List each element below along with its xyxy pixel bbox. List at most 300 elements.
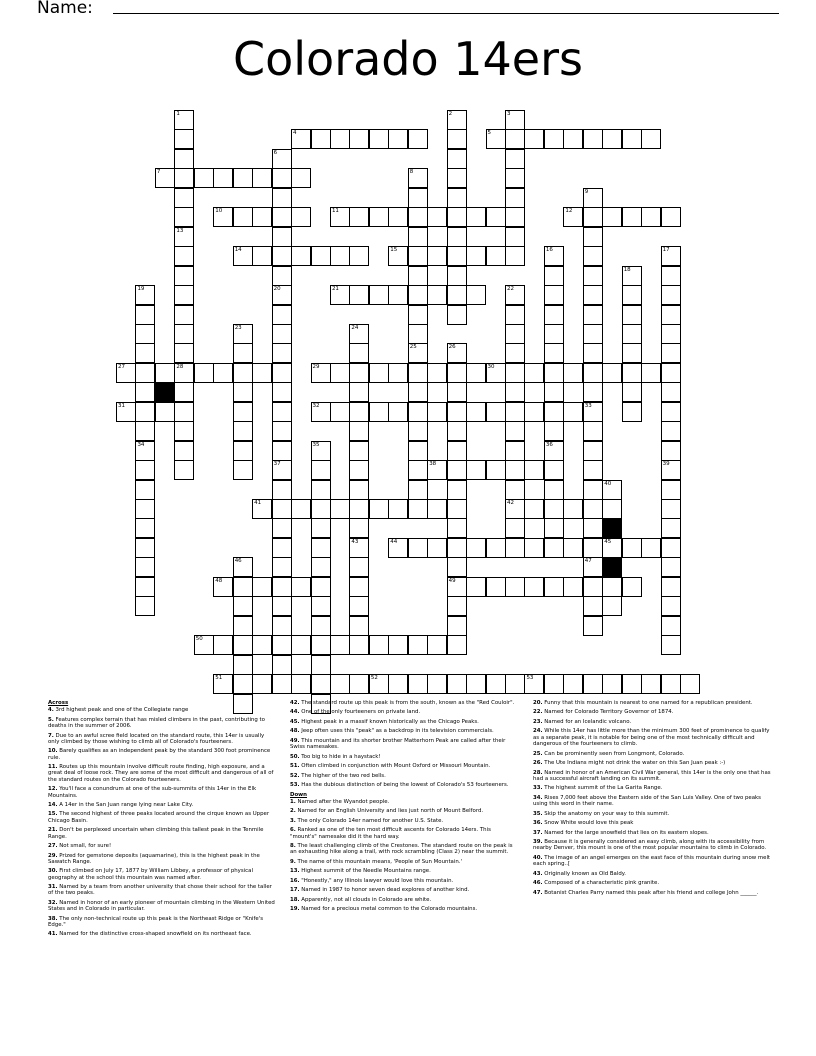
grid-cell[interactable] [408, 538, 428, 558]
grid-cell[interactable] [408, 363, 428, 383]
grid-cell[interactable] [661, 480, 681, 500]
grid-cell[interactable] [505, 227, 525, 247]
grid-cell[interactable] [583, 363, 603, 383]
grid-cell[interactable] [505, 285, 525, 305]
grid-cell[interactable] [213, 168, 233, 188]
grid-cell[interactable] [272, 577, 292, 597]
grid-cell[interactable] [135, 577, 155, 597]
grid-cell[interactable] [174, 149, 194, 169]
grid-cell[interactable] [544, 402, 564, 422]
grid-cell[interactable] [641, 207, 661, 227]
grid-cell[interactable] [272, 616, 292, 636]
grid-cell[interactable] [349, 577, 369, 597]
grid-cell[interactable] [174, 110, 194, 130]
grid-cell[interactable] [602, 538, 622, 558]
grid-cell[interactable] [233, 596, 253, 616]
grid-cell[interactable] [447, 207, 467, 227]
grid-cell[interactable] [544, 577, 564, 597]
grid-cell[interactable] [563, 674, 583, 694]
grid-cell[interactable] [233, 207, 253, 227]
grid-cell[interactable] [583, 402, 603, 422]
grid-cell[interactable] [447, 441, 467, 461]
grid-cell[interactable] [524, 499, 544, 519]
grid-cell[interactable] [252, 577, 272, 597]
grid-cell[interactable] [174, 382, 194, 402]
grid-cell[interactable] [641, 674, 661, 694]
grid-cell[interactable] [311, 577, 331, 597]
grid-cell[interactable] [622, 285, 642, 305]
grid-cell[interactable] [447, 402, 467, 422]
grid-cell[interactable] [174, 441, 194, 461]
grid-cell[interactable] [388, 129, 408, 149]
grid-cell[interactable] [544, 382, 564, 402]
grid-cell[interactable] [174, 324, 194, 344]
grid-cell[interactable] [252, 207, 272, 227]
grid-cell[interactable] [311, 655, 331, 675]
grid-cell[interactable] [272, 324, 292, 344]
grid-cell[interactable] [486, 363, 506, 383]
grid-cell[interactable] [661, 577, 681, 597]
grid-cell[interactable] [505, 246, 525, 266]
grid-cell[interactable] [272, 655, 292, 675]
grid-cell[interactable] [466, 402, 486, 422]
grid-cell[interactable] [233, 674, 253, 694]
grid-cell[interactable] [311, 596, 331, 616]
grid-cell[interactable] [135, 441, 155, 461]
grid-cell[interactable] [544, 363, 564, 383]
grid-cell[interactable] [349, 596, 369, 616]
grid-cell[interactable] [447, 168, 467, 188]
grid-cell[interactable] [622, 402, 642, 422]
grid-cell[interactable] [311, 616, 331, 636]
grid-cell[interactable] [349, 616, 369, 636]
grid-cell[interactable] [602, 129, 622, 149]
grid-cell[interactable] [272, 343, 292, 363]
grid-cell[interactable] [388, 674, 408, 694]
grid-cell[interactable] [252, 363, 272, 383]
grid-cell[interactable] [311, 518, 331, 538]
grid-cell[interactable] [583, 266, 603, 286]
grid-cell[interactable] [213, 207, 233, 227]
grid-cell[interactable] [427, 285, 447, 305]
grid-cell[interactable] [427, 635, 447, 655]
grid-cell[interactable] [544, 441, 564, 461]
grid-cell[interactable] [408, 382, 428, 402]
grid-cell[interactable] [408, 480, 428, 500]
grid-cell[interactable] [544, 343, 564, 363]
grid-cell[interactable] [583, 324, 603, 344]
grid-cell[interactable] [583, 305, 603, 325]
grid-cell[interactable] [447, 227, 467, 247]
grid-cell[interactable] [583, 246, 603, 266]
grid-cell[interactable] [447, 635, 467, 655]
grid-cell[interactable] [272, 305, 292, 325]
grid-cell[interactable] [427, 207, 447, 227]
grid-cell[interactable] [661, 246, 681, 266]
grid-cell[interactable] [466, 246, 486, 266]
grid-cell[interactable] [505, 363, 525, 383]
grid-cell[interactable] [602, 363, 622, 383]
grid-cell[interactable] [408, 421, 428, 441]
grid-cell[interactable] [427, 538, 447, 558]
grid-cell[interactable] [349, 402, 369, 422]
grid-cell[interactable] [661, 538, 681, 558]
grid-cell[interactable] [622, 343, 642, 363]
grid-cell[interactable] [505, 129, 525, 149]
grid-cell[interactable] [155, 363, 175, 383]
grid-cell[interactable] [135, 305, 155, 325]
grid-cell[interactable] [622, 382, 642, 402]
grid-cell[interactable] [135, 538, 155, 558]
grid-cell[interactable] [135, 557, 155, 577]
grid-cell[interactable] [311, 635, 331, 655]
grid-cell[interactable] [349, 207, 369, 227]
grid-cell[interactable] [622, 538, 642, 558]
grid-cell[interactable] [155, 402, 175, 422]
grid-cell[interactable] [388, 363, 408, 383]
grid-cell[interactable] [505, 577, 525, 597]
grid-cell[interactable] [466, 460, 486, 480]
grid-cell[interactable] [233, 168, 253, 188]
grid-cell[interactable] [349, 635, 369, 655]
grid-cell[interactable] [447, 110, 467, 130]
grid-cell[interactable] [622, 207, 642, 227]
grid-cell[interactable] [135, 402, 155, 422]
grid-cell[interactable] [272, 363, 292, 383]
grid-cell[interactable] [505, 149, 525, 169]
grid-cell[interactable] [661, 363, 681, 383]
grid-cell[interactable] [135, 460, 155, 480]
grid-cell[interactable] [408, 168, 428, 188]
grid-cell[interactable] [272, 538, 292, 558]
grid-cell[interactable] [447, 538, 467, 558]
grid-cell[interactable] [408, 246, 428, 266]
grid-cell[interactable] [311, 441, 331, 461]
grid-cell[interactable] [524, 363, 544, 383]
grid-cell[interactable] [272, 421, 292, 441]
grid-cell[interactable] [349, 460, 369, 480]
grid-cell[interactable] [544, 129, 564, 149]
grid-cell[interactable] [524, 129, 544, 149]
grid-cell[interactable] [330, 635, 350, 655]
grid-cell[interactable] [174, 421, 194, 441]
grid-cell[interactable] [524, 538, 544, 558]
grid-cell[interactable] [447, 499, 467, 519]
grid-cell[interactable] [447, 285, 467, 305]
grid-cell[interactable] [427, 460, 447, 480]
grid-cell[interactable] [311, 674, 331, 694]
grid-cell[interactable] [427, 499, 447, 519]
grid-cell[interactable] [583, 188, 603, 208]
grid-cell[interactable] [544, 324, 564, 344]
grid-cell[interactable] [486, 460, 506, 480]
grid-cell[interactable] [447, 129, 467, 149]
grid-cell[interactable] [272, 382, 292, 402]
grid-cell[interactable] [174, 129, 194, 149]
grid-cell[interactable] [583, 460, 603, 480]
grid-cell[interactable] [622, 266, 642, 286]
grid-cell[interactable] [661, 441, 681, 461]
grid-cell[interactable] [583, 518, 603, 538]
grid-cell[interactable] [505, 168, 525, 188]
grid-cell[interactable] [213, 577, 233, 597]
grid-cell[interactable] [349, 363, 369, 383]
grid-cell[interactable] [174, 402, 194, 422]
grid-cell[interactable] [466, 577, 486, 597]
grid-cell[interactable] [486, 402, 506, 422]
grid-cell[interactable] [233, 343, 253, 363]
grid-cell[interactable] [622, 674, 642, 694]
grid-cell[interactable] [233, 421, 253, 441]
grid-cell[interactable] [466, 674, 486, 694]
grid-cell[interactable] [661, 635, 681, 655]
grid-cell[interactable] [661, 266, 681, 286]
grid-cell[interactable] [369, 635, 389, 655]
grid-cell[interactable] [486, 674, 506, 694]
grid-cell[interactable] [602, 674, 622, 694]
grid-cell[interactable] [602, 596, 622, 616]
grid-cell[interactable] [311, 538, 331, 558]
grid-cell[interactable] [311, 499, 331, 519]
grid-cell[interactable] [194, 168, 214, 188]
grid-cell[interactable] [388, 635, 408, 655]
grid-cell[interactable] [505, 110, 525, 130]
grid-cell[interactable] [311, 363, 331, 383]
grid-cell[interactable] [447, 266, 467, 286]
grid-cell[interactable] [135, 596, 155, 616]
grid-cell[interactable] [661, 460, 681, 480]
grid-cell[interactable] [583, 538, 603, 558]
grid-cell[interactable] [583, 441, 603, 461]
grid-cell[interactable] [447, 363, 467, 383]
grid-cell[interactable] [311, 402, 331, 422]
grid-cell[interactable] [408, 266, 428, 286]
grid-cell[interactable] [291, 577, 311, 597]
grid-cell[interactable] [661, 596, 681, 616]
grid-cell[interactable] [505, 188, 525, 208]
grid-cell[interactable] [583, 207, 603, 227]
grid-cell[interactable] [272, 596, 292, 616]
grid-cell[interactable] [272, 402, 292, 422]
grid-cell[interactable] [252, 674, 272, 694]
grid-cell[interactable] [233, 382, 253, 402]
grid-cell[interactable] [447, 421, 467, 441]
grid-cell[interactable] [408, 674, 428, 694]
grid-cell[interactable] [330, 402, 350, 422]
grid-cell[interactable] [291, 246, 311, 266]
grid-cell[interactable] [135, 421, 155, 441]
grid-cell[interactable] [563, 363, 583, 383]
grid-cell[interactable] [330, 129, 350, 149]
grid-cell[interactable] [135, 363, 155, 383]
grid-cell[interactable] [583, 674, 603, 694]
grid-cell[interactable] [544, 246, 564, 266]
grid-cell[interactable] [174, 227, 194, 247]
grid-cell[interactable] [583, 616, 603, 636]
grid-cell[interactable] [272, 674, 292, 694]
grid-cell[interactable] [563, 538, 583, 558]
grid-cell[interactable] [427, 402, 447, 422]
grid-cell[interactable] [233, 441, 253, 461]
grid-cell[interactable] [563, 402, 583, 422]
grid-cell[interactable] [272, 246, 292, 266]
grid-cell[interactable] [174, 246, 194, 266]
grid-cell[interactable] [369, 285, 389, 305]
grid-cell[interactable] [349, 499, 369, 519]
grid-cell[interactable] [583, 557, 603, 577]
grid-cell[interactable] [233, 460, 253, 480]
grid-cell[interactable] [174, 305, 194, 325]
grid-cell[interactable] [116, 402, 136, 422]
grid-cell[interactable] [408, 227, 428, 247]
grid-cell[interactable] [447, 149, 467, 169]
grid-cell[interactable] [349, 538, 369, 558]
grid-cell[interactable] [213, 363, 233, 383]
grid-cell[interactable] [311, 480, 331, 500]
grid-cell[interactable] [505, 499, 525, 519]
grid-cell[interactable] [174, 168, 194, 188]
grid-cell[interactable] [369, 129, 389, 149]
grid-cell[interactable] [544, 480, 564, 500]
grid-cell[interactable] [349, 441, 369, 461]
grid-cell[interactable] [291, 635, 311, 655]
grid-cell[interactable] [447, 596, 467, 616]
grid-cell[interactable] [505, 538, 525, 558]
grid-cell[interactable] [447, 246, 467, 266]
grid-cell[interactable] [174, 266, 194, 286]
grid-cell[interactable] [583, 129, 603, 149]
grid-cell[interactable] [272, 188, 292, 208]
grid-cell[interactable] [661, 557, 681, 577]
grid-cell[interactable] [486, 246, 506, 266]
grid-cell[interactable] [408, 460, 428, 480]
grid-cell[interactable] [583, 421, 603, 441]
grid-cell[interactable] [174, 188, 194, 208]
grid-cell[interactable] [291, 499, 311, 519]
grid-cell[interactable] [272, 207, 292, 227]
grid-cell[interactable] [349, 343, 369, 363]
grid-cell[interactable] [408, 324, 428, 344]
grid-cell[interactable] [544, 266, 564, 286]
grid-cell[interactable] [311, 246, 331, 266]
grid-cell[interactable] [583, 343, 603, 363]
grid-cell[interactable] [194, 635, 214, 655]
grid-cell[interactable] [544, 674, 564, 694]
grid-cell[interactable] [272, 557, 292, 577]
grid-cell[interactable] [447, 460, 467, 480]
grid-cell[interactable] [291, 207, 311, 227]
grid-cell[interactable] [447, 518, 467, 538]
grid-cell[interactable] [524, 460, 544, 480]
grid-cell[interactable] [544, 499, 564, 519]
grid-cell[interactable] [349, 324, 369, 344]
grid-cell[interactable] [583, 227, 603, 247]
grid-cell[interactable] [388, 538, 408, 558]
grid-cell[interactable] [233, 616, 253, 636]
grid-cell[interactable] [408, 441, 428, 461]
grid-cell[interactable] [155, 168, 175, 188]
grid-cell[interactable] [524, 577, 544, 597]
grid-cell[interactable] [408, 188, 428, 208]
grid-cell[interactable] [661, 343, 681, 363]
grid-cell[interactable] [447, 382, 467, 402]
grid-cell[interactable] [174, 207, 194, 227]
grid-cell[interactable] [447, 480, 467, 500]
grid-cell[interactable] [544, 285, 564, 305]
grid-cell[interactable] [661, 382, 681, 402]
grid-cell[interactable] [349, 557, 369, 577]
grid-cell[interactable] [427, 674, 447, 694]
grid-cell[interactable] [622, 129, 642, 149]
grid-cell[interactable] [272, 149, 292, 169]
grid-cell[interactable] [563, 207, 583, 227]
grid-cell[interactable] [272, 635, 292, 655]
grid-cell[interactable] [330, 285, 350, 305]
grid-cell[interactable] [583, 596, 603, 616]
grid-cell[interactable] [447, 577, 467, 597]
grid-cell[interactable] [233, 246, 253, 266]
grid-cell[interactable] [330, 674, 350, 694]
grid-cell[interactable] [272, 499, 292, 519]
grid-cell[interactable] [252, 246, 272, 266]
grid-cell[interactable] [408, 129, 428, 149]
grid-cell[interactable] [563, 499, 583, 519]
grid-cell[interactable] [486, 538, 506, 558]
grid-cell[interactable] [544, 460, 564, 480]
grid-cell[interactable] [505, 382, 525, 402]
grid-cell[interactable] [272, 518, 292, 538]
grid-cell[interactable] [135, 382, 155, 402]
grid-cell[interactable] [349, 421, 369, 441]
grid-cell[interactable] [252, 635, 272, 655]
grid-cell[interactable] [544, 518, 564, 538]
grid-cell[interactable] [622, 305, 642, 325]
grid-cell[interactable] [388, 285, 408, 305]
grid-cell[interactable] [641, 129, 661, 149]
grid-cell[interactable] [330, 207, 350, 227]
grid-cell[interactable] [583, 499, 603, 519]
grid-cell[interactable] [349, 246, 369, 266]
grid-cell[interactable] [135, 285, 155, 305]
grid-cell[interactable] [408, 499, 428, 519]
grid-cell[interactable] [447, 616, 467, 636]
grid-cell[interactable] [369, 499, 389, 519]
grid-cell[interactable] [369, 402, 389, 422]
grid-cell[interactable] [641, 363, 661, 383]
grid-cell[interactable] [408, 402, 428, 422]
grid-cell[interactable] [466, 207, 486, 227]
grid-cell[interactable] [252, 168, 272, 188]
grid-cell[interactable] [369, 207, 389, 227]
grid-cell[interactable] [466, 363, 486, 383]
grid-cell[interactable] [174, 343, 194, 363]
grid-cell[interactable] [330, 246, 350, 266]
grid-cell[interactable] [447, 557, 467, 577]
grid-cell[interactable] [349, 518, 369, 538]
grid-cell[interactable] [311, 129, 331, 149]
grid-cell[interactable] [330, 499, 350, 519]
grid-cell[interactable] [486, 207, 506, 227]
grid-cell[interactable] [661, 305, 681, 325]
grid-cell[interactable] [233, 402, 253, 422]
grid-cell[interactable] [369, 363, 389, 383]
grid-cell[interactable] [661, 674, 681, 694]
grid-cell[interactable] [349, 285, 369, 305]
grid-cell[interactable] [544, 305, 564, 325]
grid-cell[interactable] [505, 305, 525, 325]
grid-cell[interactable] [447, 343, 467, 363]
grid-cell[interactable] [233, 557, 253, 577]
